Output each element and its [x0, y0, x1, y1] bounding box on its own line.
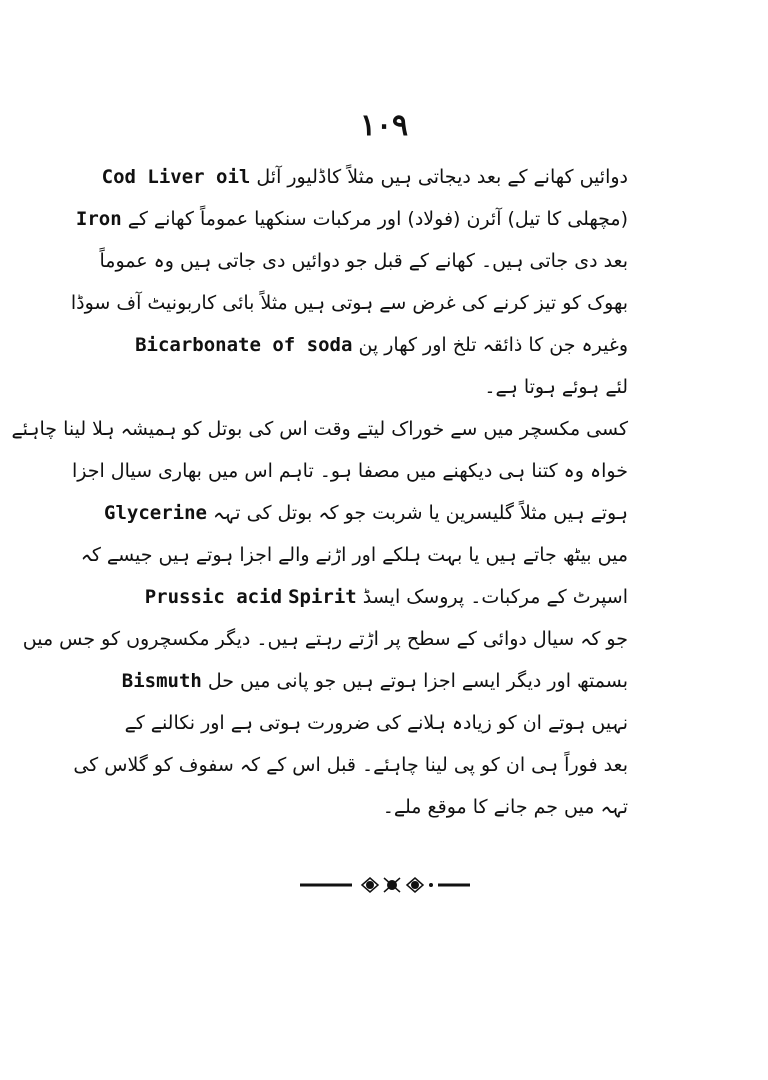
body-text: [11, 156, 628, 828]
text-line-11: اسپرٹ کے مرکبات۔ پروسک ایسڈ Spirit Prussic acid: [148, 576, 628, 618]
text-line-13: بسمتھ اور دیگر ایسے اجزا ہوتے ہیں جو پانی میں حل Bismuth: [148, 660, 628, 702]
text-line-1: دوائیں کھانے کے بعد دیجاتی ہیں مثلاً کاڈلیور آئل Cod Liver oil: [148, 156, 628, 198]
ornament-flourish-icon: [362, 878, 433, 892]
text-line-15: بعد فوراً ہی ان کو پی لینا چاہئے۔ قبل اس کے کہ سفوف کو گلاس کی: [73, 754, 628, 776]
text-line-14: نہیں ہوتے ان کو زیادہ ہلانے کی ضرورت ہوتی ہے اور نکالنے کے: [124, 712, 628, 734]
text-line-4: بھوک کو تیز کرنے کی غرض سے ہوتی ہیں مثلاً بائی کاربونیٹ آف سوڈا: [70, 292, 628, 314]
text-line-8: خواہ وہ کتنا ہی دیکھنے میں مصفا ہو۔ تاہم اس میں بھاری سیال اجزا: [71, 460, 628, 482]
text-line-2: (مچھلی کا تیل) آئرن (فولاد) اور مرکبات سنکھیا عموماً کھانے کے Iron: [148, 198, 628, 240]
text-line-7: کسی مکسچر میں سے خوراک لیتے وقت اس کی بوتل کو ہمیشہ ہلا لینا چاہئے: [11, 418, 628, 440]
text-line-10: میں بیٹھ جاتے ہیں یا بہت ہلکے اور اڑنے والے اجزا ہوتے ہیں جیسے کہ: [80, 544, 628, 566]
latin-term: Spirit: [288, 586, 357, 608]
text-line-16: تہہ میں جم جانے کا موقع ملے۔: [382, 796, 628, 818]
page-number: ۱۰۹: [359, 108, 409, 143]
latin-term: Bismuth: [121, 670, 202, 692]
ornament-divider: [300, 870, 470, 900]
text-line-3: بعد دی جاتی ہیں۔ کھانے کے قبل جو دوائیں دی جاتی ہیں وہ عموماً: [99, 250, 628, 272]
latin-term: Cod Liver oil: [101, 166, 251, 188]
latin-term: Glycerine: [104, 502, 207, 524]
text-line-6: لئے ہوئے ہوتا ہے۔: [484, 376, 628, 398]
latin-term: Iron: [75, 208, 122, 230]
text-line-9: ہوتے ہیں مثلاً گلیسرین یا شربت جو کہ بوتل کی تہہ Glycerine: [148, 492, 628, 534]
text-line-12: جو کہ سیال دوائی کے سطح پر اڑتے رہتے ہیں۔ دیگر مکسچروں کو جس میں: [22, 628, 628, 650]
latin-term: Bicarbonate of soda: [135, 334, 353, 356]
latin-term: Prussic acid: [144, 586, 283, 608]
text-line-5: وغیرہ جن کا ذائقہ تلخ اور کھار پن Bicarbonate of soda: [148, 324, 628, 366]
